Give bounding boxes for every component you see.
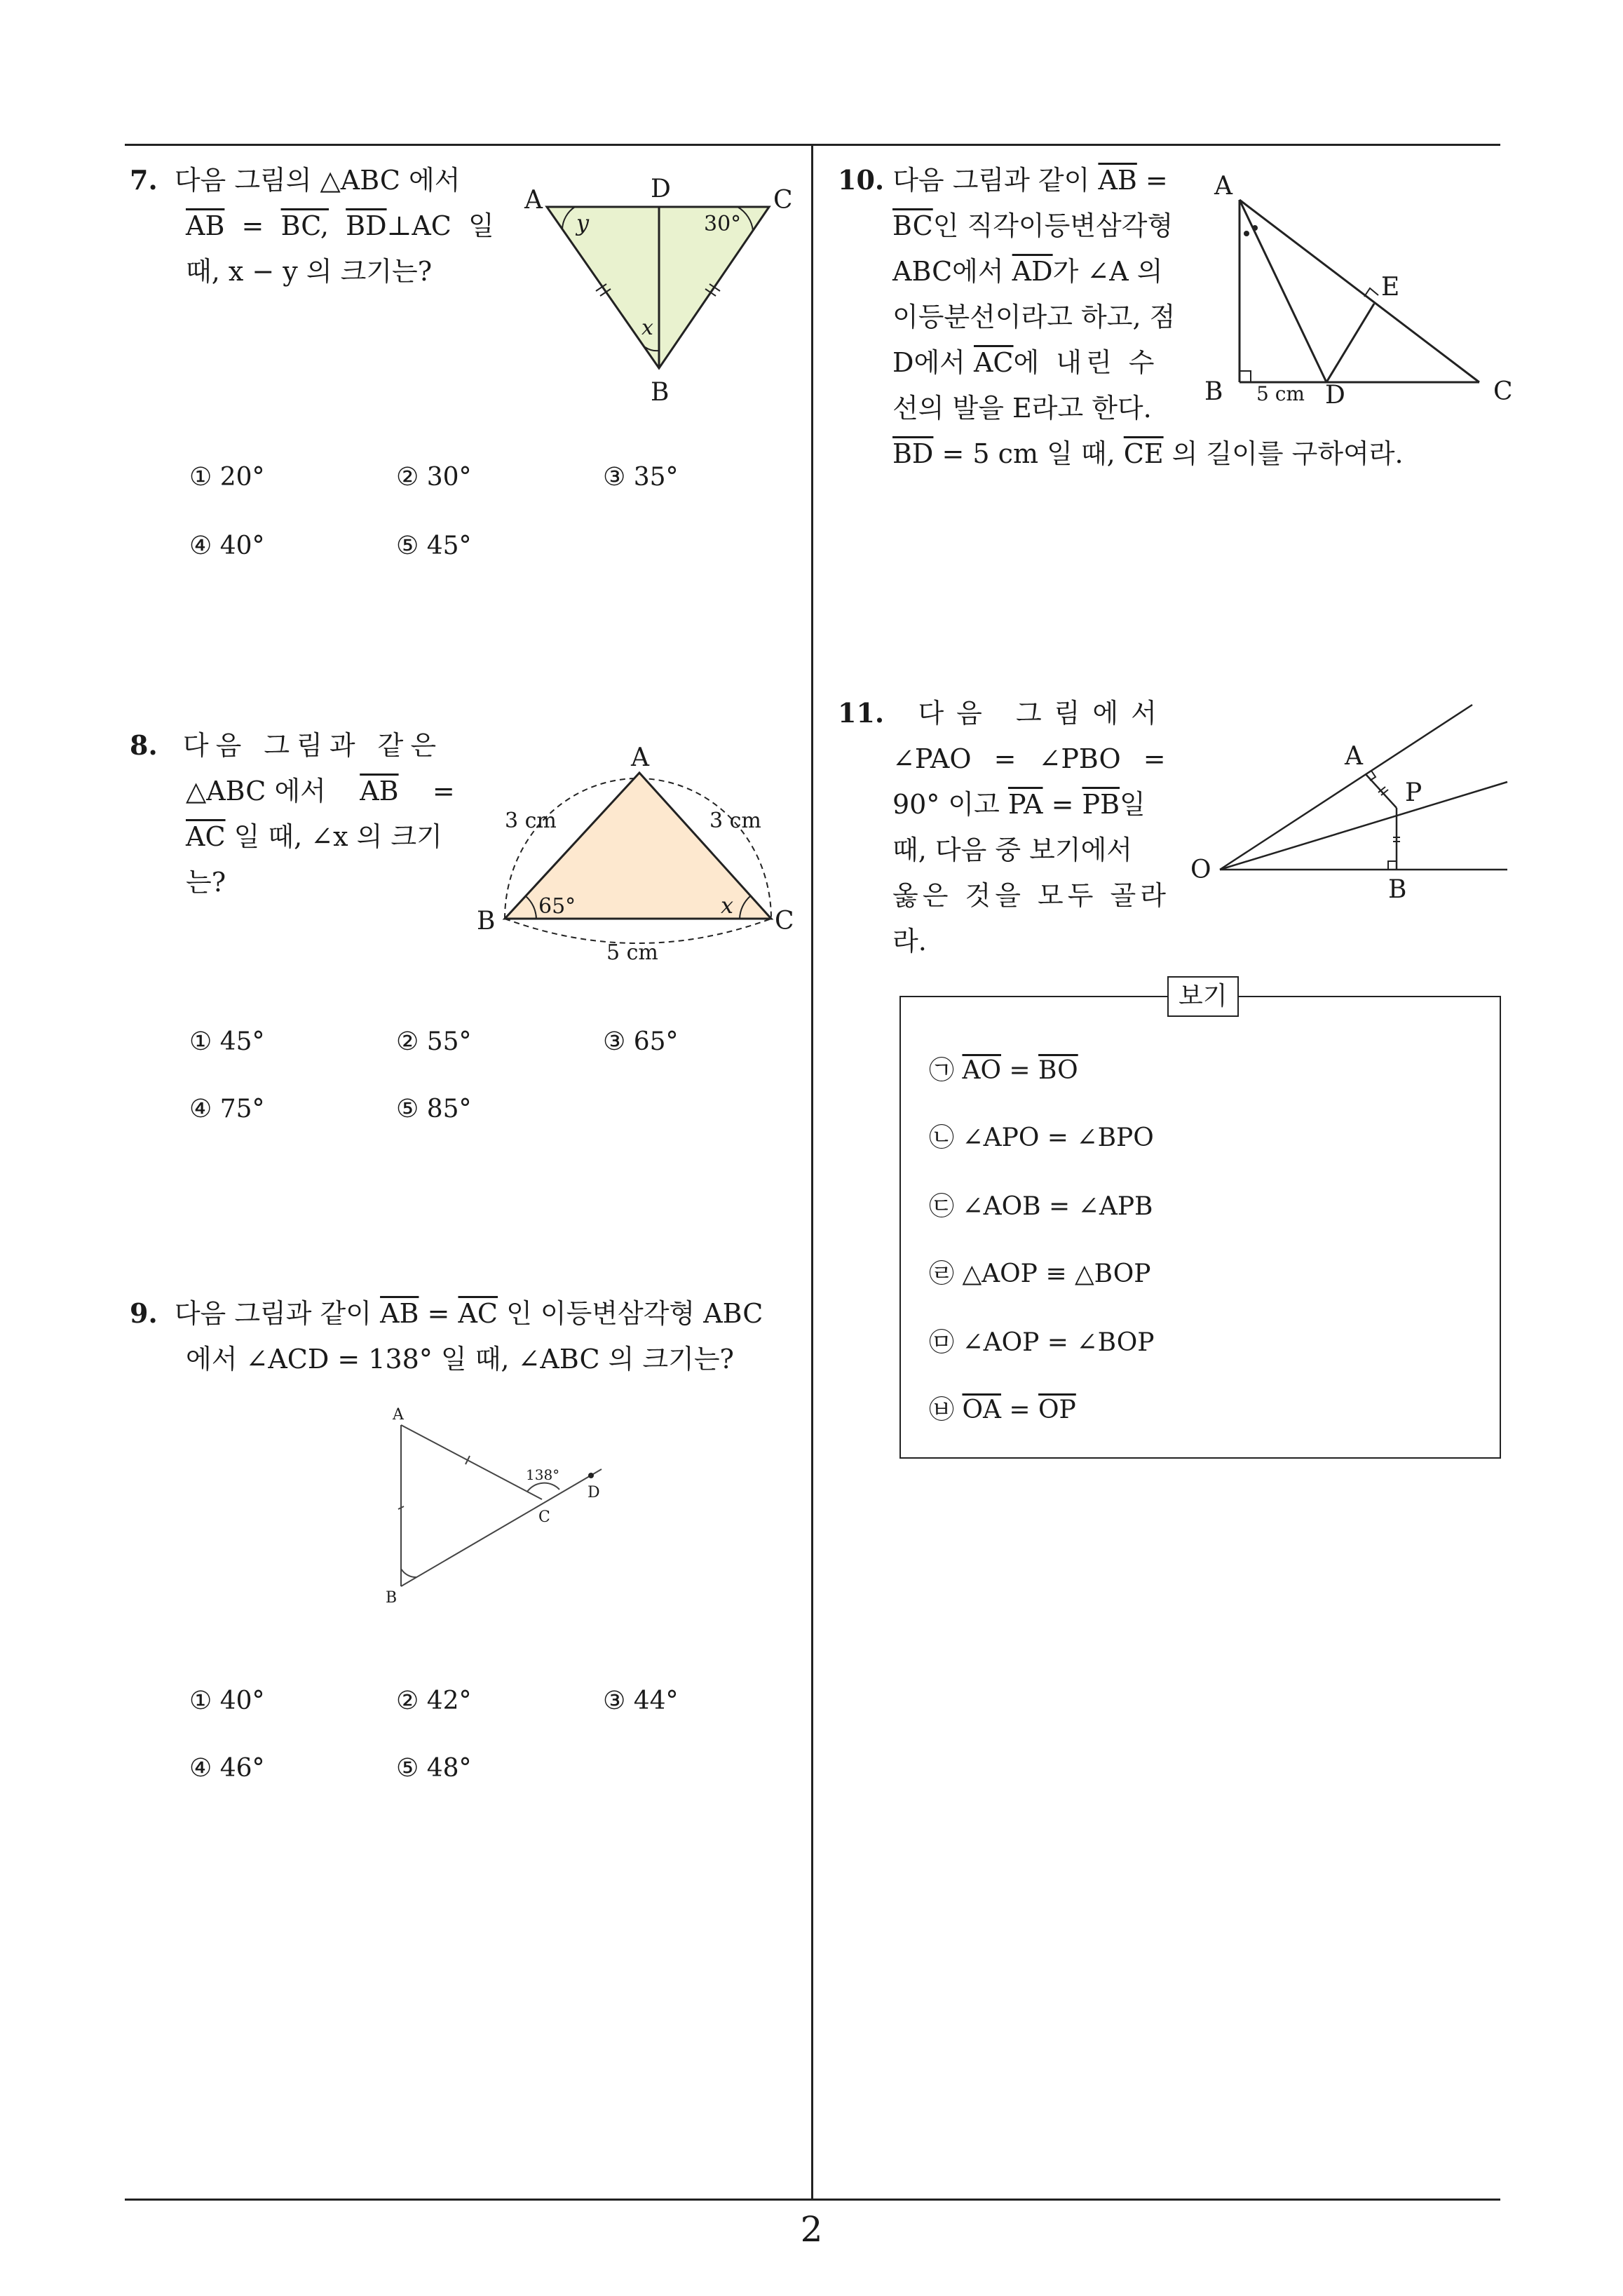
figure-11-angle-bisector (1185, 694, 1514, 912)
segment-ab: $\overline{AB}$ (1098, 165, 1137, 196)
bogi-mark: ㉤ (929, 1328, 955, 1357)
fig8-bottom-length: 5 cm (606, 940, 658, 965)
fig7-label-b: B (651, 378, 670, 407)
fig11-label-a: A (1345, 742, 1363, 771)
segment-ce: $\overline{CE}$ (1123, 438, 1164, 469)
choice[interactable]: ④ 46° (189, 1754, 265, 1783)
segment-pb: $\overline{PB}$ (1082, 789, 1120, 820)
eq: = (1051, 789, 1074, 820)
bogi-mark: ㉡ (929, 1123, 955, 1152)
choice[interactable]: ① 45° (189, 1027, 265, 1056)
choice[interactable]: ② 55° (396, 1027, 472, 1056)
segment-ac: $\overline{AC}$ (186, 821, 226, 852)
p10-line-7d: 의 길이를 구하여라. (1172, 438, 1404, 469)
p10-line-5a: D에서 (892, 347, 965, 378)
page-number: 2 (800, 2209, 823, 2250)
bogi-item[interactable] (929, 1051, 1078, 1086)
bogi-mark: ㉣ (929, 1260, 955, 1288)
fig10-label-d: D (1325, 381, 1345, 410)
choice[interactable]: ⑤ 45° (396, 532, 472, 560)
problem-9-text (130, 1290, 803, 1382)
fig8-label-x: x (721, 892, 734, 919)
segment-bd: $\overline{BD}$ (892, 438, 934, 469)
bogi-item[interactable] (929, 1323, 1154, 1358)
choice[interactable]: ⑤ 85° (396, 1095, 472, 1123)
fig8-label-a: A (631, 743, 649, 772)
p11-line-4: 때, 다음 중 보기에서 (892, 835, 1132, 865)
p7-line-2-end: 일 (468, 210, 494, 241)
choice[interactable]: ② 30° (396, 463, 472, 492)
p8-line-1: 다음 그림과 같은 (182, 730, 444, 761)
fig8-label-c: C (775, 907, 794, 936)
problem-number: 9. (130, 1297, 158, 1329)
perp-ac: ⊥AC (386, 210, 451, 241)
fig11-label-p: P (1405, 778, 1422, 807)
fig11-label-o: O (1190, 856, 1211, 884)
fig9-angle: 138° (526, 1466, 560, 1483)
problem-11-text (838, 690, 1170, 964)
fig10-label-e: E (1381, 273, 1400, 302)
segment-pa: $\overline{PA}$ (1007, 789, 1043, 820)
bottom-rule (125, 2199, 1500, 2201)
fig10-label-a: A (1214, 172, 1232, 201)
fig9-label-a: A (393, 1406, 404, 1424)
p10-line-3c: 가 ∠A 의 (1052, 256, 1163, 287)
figure-8-triangle (477, 736, 813, 975)
segment-op: $\overline{OP}$ (1038, 1396, 1076, 1424)
choice[interactable]: ⑤ 48° (396, 1754, 472, 1783)
fig8-left-length: 3 cm (505, 809, 557, 833)
bogi-text: ∠AOP = ∠BOP (962, 1328, 1155, 1357)
p8-line-4: 는? (186, 867, 226, 898)
p11-line-3a: 90° 이고 (892, 789, 1000, 820)
p11-line-5: 옳은 것을 모두 골라 (892, 880, 1170, 911)
eq: = (427, 1298, 450, 1329)
fig7-label-x: x (641, 316, 653, 340)
bogi-mark: ㉥ (929, 1396, 955, 1424)
segment-bd: $\overline{BD}$ (346, 210, 387, 241)
figure-10-triangle (1192, 172, 1521, 417)
p10-line-2: 인 직각이등변삼각형 (932, 210, 1174, 241)
fig7-label-a: A (524, 186, 543, 215)
fig8-right-length: 3 cm (709, 809, 761, 833)
segment-ad: $\overline{AD}$ (1012, 256, 1053, 287)
bogi-item[interactable] (929, 1254, 1150, 1290)
p7-line-3: 때, x − y 의 크기는? (186, 256, 433, 287)
p9-line-1a: 다음 그림과 같이 (174, 1298, 372, 1329)
p10-line-7b: = 5 cm 일 때, (942, 438, 1115, 469)
p11-line-2: ∠PAO = ∠PBO = (892, 743, 1166, 774)
fig7-label-c: C (773, 186, 793, 215)
fig8-label-b: B (477, 907, 496, 936)
fig7-label-y: y (576, 210, 590, 236)
problem-number: 10. (838, 164, 885, 196)
choice[interactable]: ④ 75° (189, 1095, 265, 1123)
problem-8-text (130, 722, 455, 905)
p10-line-1a: 다음 그림과 같이 (892, 165, 1090, 196)
p10-line-6: 선의 발을 E라고 한다. (892, 393, 1152, 424)
segment-ac: $\overline{AC}$ (458, 1298, 498, 1329)
fig7-label-d: D (651, 175, 671, 203)
figure-7-triangle (519, 172, 799, 407)
segment-ab: $\overline{AB}$ (360, 776, 399, 806)
problem-number: 8. (130, 729, 158, 761)
p11-line-3e: 일 (1120, 789, 1146, 820)
fig10-label-c: C (1493, 377, 1513, 406)
fig9-label-c: C (538, 1508, 550, 1526)
choice[interactable]: ① 20° (189, 463, 265, 492)
problem-number: 7. (130, 164, 158, 196)
eq: = (1145, 165, 1168, 196)
bogi-box (899, 982, 1501, 1459)
choice[interactable]: ② 42° (396, 1687, 472, 1715)
p7-line-1: 다음 그림의 △ABC 에서 (174, 165, 461, 196)
fig10-label-b: B (1204, 377, 1223, 406)
segment-ac: $\overline{AC}$ (973, 347, 1014, 378)
bogi-item[interactable] (929, 1118, 1154, 1154)
eq: = (241, 210, 273, 241)
bogi-item[interactable] (929, 1390, 1076, 1426)
choice[interactable]: ④ 40° (189, 532, 265, 560)
p11-line-1: 다음 그림에서 (918, 698, 1169, 729)
p10-line-5c: 에 내린 수 (1013, 347, 1159, 378)
p10-line-4: 이등분선이라고 하고, 점 (892, 302, 1176, 332)
figure-9-triangle (379, 1403, 617, 1613)
bogi-mark: ㉠ (929, 1056, 955, 1085)
eq: = (1000, 1056, 1039, 1085)
p11-line-6: 라. (892, 926, 927, 957)
fig11-label-b: B (1388, 875, 1407, 904)
choice[interactable]: ① 40° (189, 1687, 265, 1715)
segment-ao: $\overline{AO}$ (962, 1056, 1001, 1085)
bogi-text: ∠AOB = ∠APB (962, 1192, 1153, 1221)
bogi-text: △AOP ≡ △BOP (962, 1260, 1151, 1288)
bogi-text: ∠APO = ∠BPO (962, 1123, 1154, 1152)
choice[interactable]: ③ 44° (603, 1687, 679, 1715)
p9-line-1b: 인 이등변삼각형 ABC (506, 1298, 763, 1329)
segment-ab: $\overline{AB}$ (380, 1298, 419, 1329)
bogi-mark: ㉢ (929, 1192, 955, 1221)
eq: = (1000, 1396, 1039, 1424)
p8-line-3: 일 때, ∠x 의 크기 (233, 821, 442, 852)
bogi-item[interactable] (929, 1187, 1153, 1222)
fig8-angle-b: 65° (538, 894, 576, 919)
choice[interactable]: ③ 65° (603, 1027, 679, 1056)
problem-7-text (130, 157, 501, 295)
segment-bc: $\overline{BC}$ (892, 210, 933, 241)
p8-line-2a: △ABC 에서 (186, 776, 326, 806)
choice[interactable]: ③ 35° (603, 463, 679, 492)
segment-oa: $\overline{OA}$ (962, 1396, 1001, 1424)
problem-number: 11. (838, 697, 885, 729)
segment-bc: BC, (280, 210, 329, 241)
column-divider (811, 144, 813, 2199)
fig9-label-d: D (588, 1484, 600, 1501)
segment-bo: $\overline{BO}$ (1038, 1056, 1078, 1085)
bogi-title: 보기 (1167, 976, 1239, 1017)
segment-ab: $\overline{AB}$ (186, 210, 225, 241)
fig10-bd-length: 5 cm (1256, 382, 1305, 405)
fig7-angle-c: 30° (704, 212, 742, 236)
eq: = (432, 776, 455, 806)
fig9-label-b: B (386, 1589, 398, 1607)
p9-line-2: 에서 ∠ACD = 138° 일 때, ∠ABC 의 크기는? (186, 1344, 734, 1375)
p10-line-3a: ABC에서 (892, 256, 1004, 287)
